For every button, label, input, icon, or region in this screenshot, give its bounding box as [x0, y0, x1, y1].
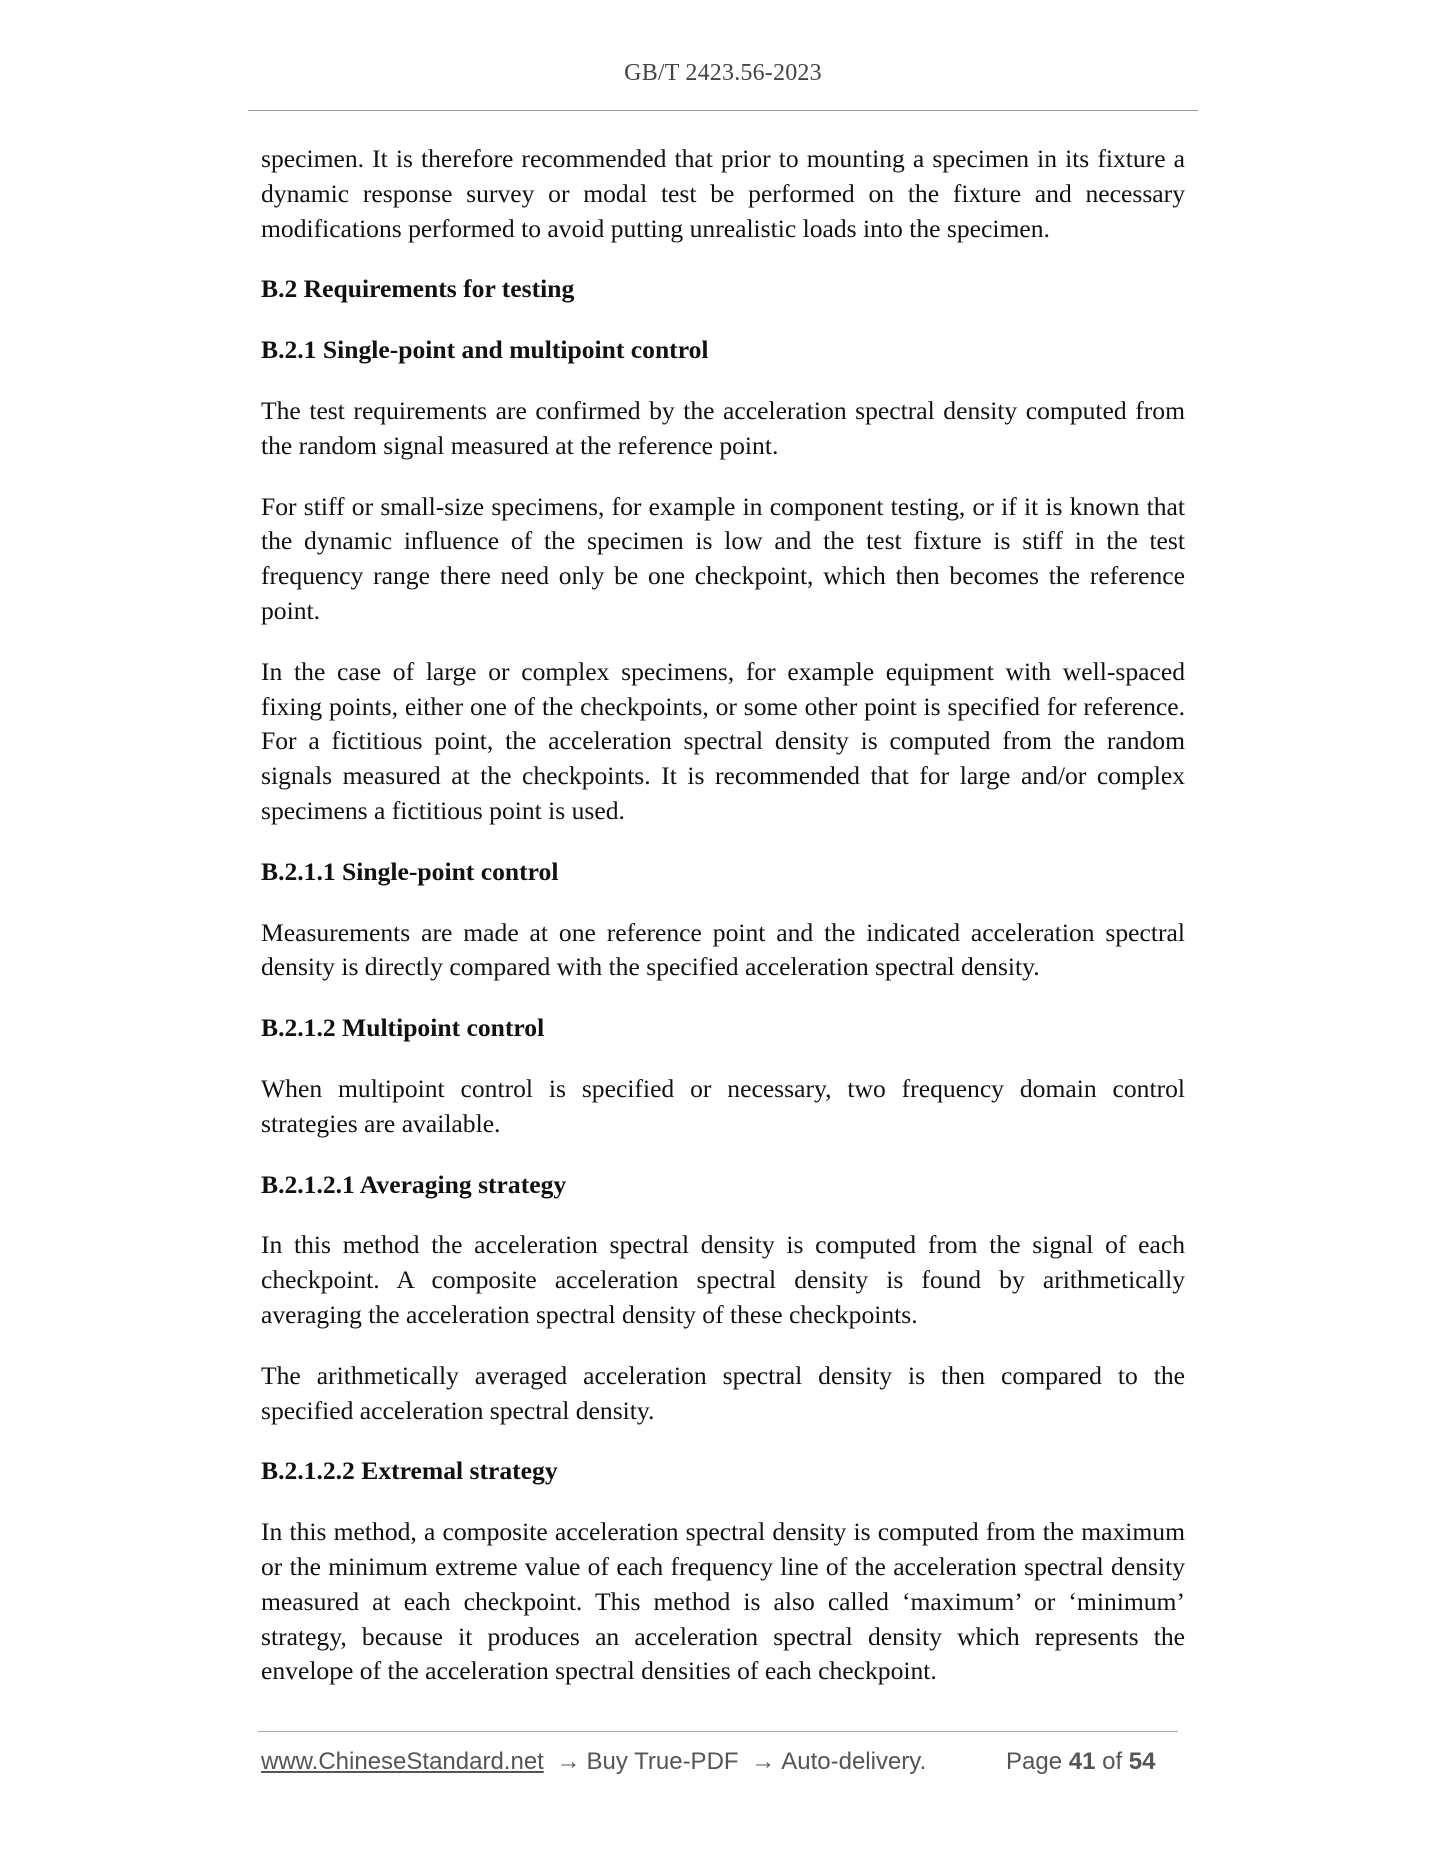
- arrow-right-icon: →: [751, 1748, 776, 1775]
- buy-pdf-text: Buy True-PDF: [586, 1748, 739, 1775]
- heading-b2-1: B.2.1 Single-point and multipoint control: [261, 335, 709, 365]
- paragraph-averaged-compare: The arithmetically averaged acceleration spectral density is then compared to the specified acceleration spectral density.: [261, 1360, 1185, 1425]
- page-indicator: [1006, 1748, 1156, 1776]
- website-link[interactable]: www.ChineseStandard.net: [261, 1748, 544, 1775]
- paragraph-averaging-method: In this method the acceleration spectral density is computed from the signal of each checkpoint. A composite acceleration spectral density is found by arithmetically averaging the acceleration spectral density of these checkpoints.: [261, 1230, 1185, 1329]
- paragraph-stiff-specimens: For stiff or small-size specimens, for example in component testing, or if it is known that the dynamic influence of the specimen is low and the test fixture is stiff in the test frequency range there need only be one checkpoint, which then becomes the reference point.: [261, 491, 1185, 625]
- of-label: of: [1102, 1748, 1123, 1775]
- page-total: 54: [1128, 1748, 1156, 1775]
- paragraph-extremal-method: In this method, a composite acceleration spectral density is computed from the maximum or the minimum extreme value of each frequency line of the acceleration spectral density measured at each checkpoint. This method is also called ‘maximum’ or ‘minimum’ strategy, because it produces an acceleration spectral density which represents the envelope of the acceleration spectral densities of each checkpoint.: [261, 1517, 1185, 1686]
- paragraph-test-requirements: The test requirements are confirmed by the acceleration spectral density computed from the random signal measured at the reference point.: [261, 395, 1185, 460]
- footer-divider: [258, 1731, 1178, 1732]
- heading-b2-1-2: B.2.1.2 Multipoint control: [261, 1013, 545, 1043]
- paragraph-specimen-fixture: specimen. It is therefore recommended that prior to mounting a specimen in its fixture a dynamic response survey or modal test be performed on the fixture and necessary modifications performed to avoid putting unrealistic loads into the specimen.: [261, 144, 1185, 243]
- page-header: GB/T 2423.56-2023: [624, 60, 822, 86]
- heading-b2-1-2-2: B.2.1.2.2 Extremal strategy: [261, 1456, 558, 1486]
- document-body: [261, 142, 1185, 1715]
- paragraph-multipoint: When multipoint control is specified or necessary, two frequency domain control strategies are available.: [261, 1073, 1185, 1138]
- auto-delivery-text: Auto-delivery.: [781, 1748, 927, 1775]
- page-footer: [261, 1748, 1181, 1776]
- heading-b2-1-1: B.2.1.1 Single-point control: [261, 856, 559, 886]
- arrow-right-icon: →: [556, 1748, 581, 1775]
- page-label: Page: [1006, 1748, 1063, 1775]
- page-current: 41: [1068, 1748, 1096, 1775]
- header-divider: [248, 110, 1198, 111]
- paragraph-single-point: Measurements are made at one reference point and the indicated acceleration spectral density is directly compared with the specified acceleration spectral density.: [261, 917, 1185, 982]
- heading-b2-1-2-1: B.2.1.2.1 Averaging strategy: [261, 1169, 567, 1199]
- heading-b2: B.2 Requirements for testing: [261, 274, 575, 304]
- paragraph-large-specimens: In the case of large or complex specimens, for example equipment with well-spaced fixing points, either one of the checkpoints, or some other point is specified for reference. For a fictitious point, the acceleration spectral density is computed from the random signals measured at the checkpoints. It is recommended that for large and/or complex specimens a fictitious point is used.: [261, 656, 1185, 825]
